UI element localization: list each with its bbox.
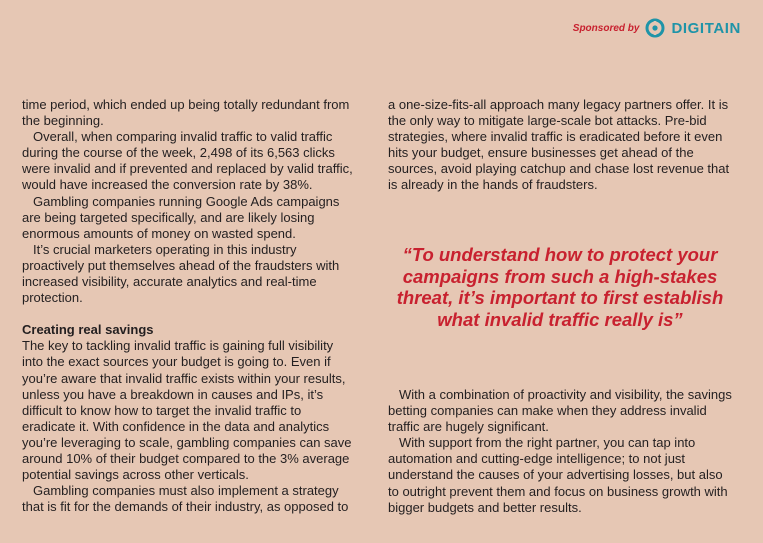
- right-column-bottom: [388, 387, 733, 516]
- pull-quote: “To understand how to protect your campaigns from such a high-stakes threat, it’s important to first establish what invalid traffic really is”: [396, 244, 724, 330]
- left-paragraph-3: Gambling companies running Google Ads campaigns are being targeted specifically, and are likely losing enormous amounts of money on wasted spend.: [22, 193, 340, 241]
- paragraph-spacer: [22, 306, 357, 322]
- left-paragraph-4: It’s crucial marketers operating in this industry proactively put themselves ahead of the fraudsters with increased visibility, accurate analytics and real-time protection.: [22, 241, 340, 306]
- right-paragraph-2: With a combination of proactivity and visibility, the savings betting companies can make when they address invalid traffic are hugely significant.: [388, 387, 732, 435]
- sponsor-banner: [573, 18, 741, 38]
- left-paragraph-2: Overall, when comparing invalid traffic to valid traffic during the course of the week, 2,498 of its 6,563 clicks were invalid and if prevented and replaced by valid traffic, would have increased the conversion rate by 38%.: [22, 129, 353, 193]
- left-paragraph-1: time period, which ended up being totally redundant from the beginning.: [22, 97, 350, 129]
- digitain-brand-name: DIGITAIN: [671, 19, 741, 37]
- sponsored-by-label: Sponsored by: [572, 22, 640, 34]
- right-paragraph-1: a one-size-fits-all approach many legacy partners offer. It is the only way to mitigate large-scale bot attacks. Pre-bid strategies, where invalid traffic is eradicated before it even hits your budget, ensure businesses get ahead of the sources, avoid playing catchup and chase lost revenue that is already in the hands of fraudsters.: [388, 97, 730, 193]
- right-paragraph-3: With support from the right partner, you can tap into automation and cutting-edge intelligence; to not just understand the causes of your advertising losses, but also to outright prevent them and focus on business growth with bigger budgets and better results.: [388, 435, 728, 515]
- left-column: [22, 97, 357, 515]
- section-heading: Creating real savings: [22, 322, 154, 338]
- right-column-top: [388, 97, 733, 194]
- left-paragraph-5: The key to tackling invalid traffic is gaining full visibility into the exact sources your budget is going to. Even if you’re aware that invalid traffic exists within your results, unless you have a breakdown in causes and IPs, it’s difficult to know how to target the invalid traffic to eradicate it. With confidence in the data and analytics you’re leveraging to scale, gambling companies can save around 10% of their budget compared to the 3% average potential savings across other verticals.: [22, 338, 352, 483]
- left-paragraph-6: Gambling companies must also implement a strategy that is fit for the demands of their industry, as opposed to: [22, 483, 349, 515]
- digitain-logo-icon: [645, 18, 665, 38]
